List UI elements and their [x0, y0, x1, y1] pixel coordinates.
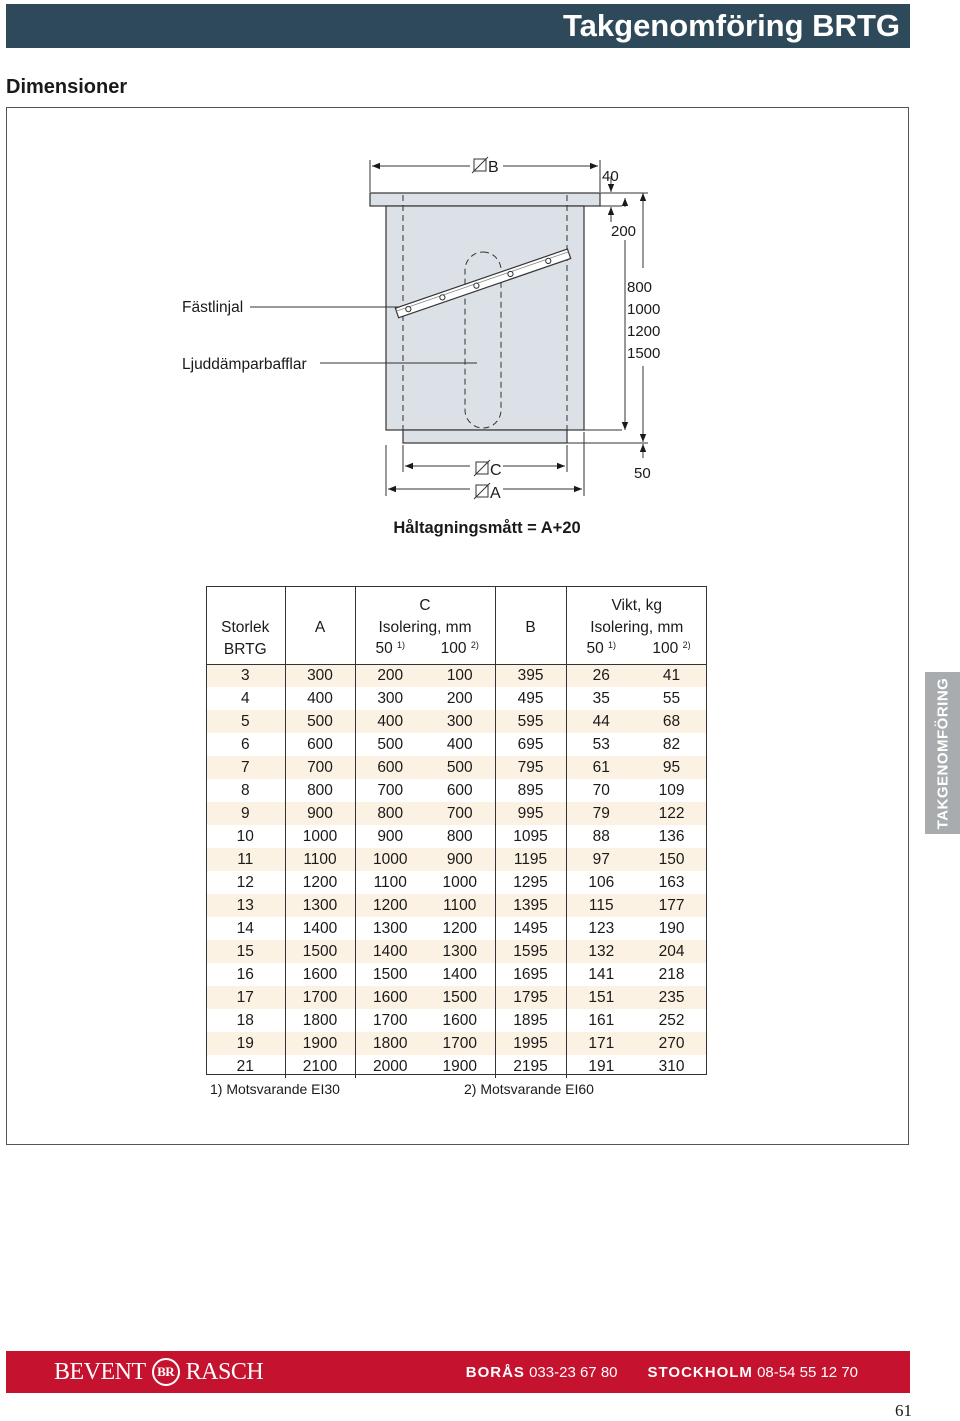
- dim-50: 50: [634, 465, 651, 482]
- table-cell: 151: [566, 986, 636, 1009]
- table-cell: 109: [636, 779, 707, 802]
- table-cell: 115: [566, 894, 636, 917]
- col-b-head: B: [495, 616, 566, 638]
- table-cell: 1700: [285, 986, 355, 1009]
- footnote-2: 2) Motsvarande EI60: [464, 1081, 594, 1097]
- table-cell: 1800: [355, 1032, 425, 1055]
- table-cell: 1800: [285, 1009, 355, 1032]
- table-cell: 1695: [495, 963, 566, 986]
- table-cell: 1095: [495, 825, 566, 848]
- table-cell: 11: [206, 848, 285, 871]
- table-cell: 82: [636, 733, 707, 756]
- table-row: [206, 917, 707, 940]
- col-storlek-head: Storlek: [221, 619, 270, 636]
- table-cell: 1600: [425, 1009, 495, 1032]
- table-cell: 123: [566, 917, 636, 940]
- contact-boras: BORÅS 033-23 67 80: [465, 1363, 618, 1381]
- table-cell: 235: [636, 986, 707, 1009]
- bottom-flange: [403, 430, 567, 443]
- footer-contacts: [466, 1364, 858, 1381]
- table-cell: 1400: [285, 917, 355, 940]
- page-title: Takgenomföring BRTG: [563, 8, 900, 43]
- table-cell: 395: [495, 664, 566, 687]
- table-cell: 106: [566, 871, 636, 894]
- table-cell: 400: [285, 687, 355, 710]
- table-cell: 1700: [355, 1009, 425, 1032]
- table-cell: 1600: [285, 963, 355, 986]
- table-cell: 310: [636, 1055, 707, 1078]
- table-row: [206, 871, 707, 894]
- table-cell: 700: [425, 802, 495, 825]
- table-cell: 1400: [425, 963, 495, 986]
- table-cell: 1895: [495, 1009, 566, 1032]
- table-header-divider: [206, 664, 707, 665]
- table-cell: 1200: [425, 917, 495, 940]
- table-row: [206, 1032, 707, 1055]
- table-cell: 1000: [285, 825, 355, 848]
- table-cell: 122: [636, 802, 707, 825]
- page-number: 61: [895, 1401, 912, 1420]
- dimensions-table: [206, 586, 707, 1078]
- table-cell: 3: [206, 664, 285, 687]
- table-row: [206, 664, 707, 687]
- side-tab: TAKGENOMFÖRING: [925, 672, 960, 834]
- table-cell: 218: [636, 963, 707, 986]
- table-cell: 79: [566, 802, 636, 825]
- dim-40: 40: [602, 168, 619, 185]
- table-row: [206, 756, 707, 779]
- table-cell: 7: [206, 756, 285, 779]
- table-cell: 1795: [495, 986, 566, 1009]
- table-cell: 1195: [495, 848, 566, 871]
- table-cell: 171: [566, 1032, 636, 1055]
- table-cell: 15: [206, 940, 285, 963]
- table-cell: 700: [285, 756, 355, 779]
- contact-stockholm: STOCKHOLM 08-54 55 12 70: [647, 1363, 858, 1381]
- col-c100-head: 100 $^{2)}$: [440, 640, 479, 657]
- label-b: B: [488, 159, 499, 176]
- table-cell: 1100: [355, 871, 425, 894]
- table-cell: 995: [495, 802, 566, 825]
- table-cell: 1300: [425, 940, 495, 963]
- table-row: [206, 848, 707, 871]
- table-cell: 1900: [425, 1055, 495, 1078]
- table-cell: 1000: [355, 848, 425, 871]
- table-row: [206, 940, 707, 963]
- table-cell: 8: [206, 779, 285, 802]
- table-row: [206, 779, 707, 802]
- top-flange: [370, 193, 600, 206]
- table-cell: 200: [355, 664, 425, 687]
- table-cell: 1300: [285, 894, 355, 917]
- table-cell: 300: [425, 710, 495, 733]
- table-cell: 600: [285, 733, 355, 756]
- table-cell: 900: [425, 848, 495, 871]
- table-cell: 1100: [425, 894, 495, 917]
- table-cell: 18: [206, 1009, 285, 1032]
- table-cell: 400: [355, 710, 425, 733]
- dim-height-1500: 1500: [627, 345, 661, 362]
- table-cell: 500: [285, 710, 355, 733]
- table-cell: 5: [206, 710, 285, 733]
- table-cell: 1300: [355, 917, 425, 940]
- table-row: [206, 733, 707, 756]
- table-cell: 19: [206, 1032, 285, 1055]
- table-row: [206, 710, 707, 733]
- table-cell: 161: [566, 1009, 636, 1032]
- table-cell: 1100: [285, 848, 355, 871]
- table-cell: 14: [206, 917, 285, 940]
- table-row: [206, 894, 707, 917]
- table-cell: 2195: [495, 1055, 566, 1078]
- table-cell: 200: [425, 687, 495, 710]
- duct-body: [386, 206, 584, 430]
- dimension-diagram: [0, 0, 960, 560]
- table-row: [206, 986, 707, 1009]
- table-cell: 500: [355, 733, 425, 756]
- table-cell: 2000: [355, 1055, 425, 1078]
- col-c50-head: 50 $^{1)}$: [355, 638, 425, 664]
- table-row: [206, 1009, 707, 1032]
- table-cell: 136: [636, 825, 707, 848]
- table-cell: 1700: [425, 1032, 495, 1055]
- dim-height-1200: 1200: [627, 323, 661, 340]
- dim-height-800: 800: [627, 279, 653, 296]
- table-cell: 800: [285, 779, 355, 802]
- table-cell: 177: [636, 894, 707, 917]
- table-cell: 4: [206, 687, 285, 710]
- table-cell: 795: [495, 756, 566, 779]
- table-cell: 700: [355, 779, 425, 802]
- section-title: Dimensioner: [6, 76, 128, 98]
- table-cell: 1295: [495, 871, 566, 894]
- table-cell: 800: [355, 802, 425, 825]
- diameter-icon: [472, 157, 488, 173]
- col-v100-head: 100 $^{2)}$: [652, 640, 691, 657]
- table-cell: 1500: [425, 986, 495, 1009]
- table-cell: 100: [425, 664, 495, 687]
- table-cell: 1900: [285, 1032, 355, 1055]
- table-cell: 141: [566, 963, 636, 986]
- col-c-head: C: [355, 586, 495, 616]
- table-cell: 400: [425, 733, 495, 756]
- table-cell: 16: [206, 963, 285, 986]
- table-cell: 55: [636, 687, 707, 710]
- table-cell: 270: [636, 1032, 707, 1055]
- table-cell: 1495: [495, 917, 566, 940]
- table-cell: 12: [206, 871, 285, 894]
- table-cell: 1200: [285, 871, 355, 894]
- table-cell: 1395: [495, 894, 566, 917]
- footer-bar: [6, 1351, 910, 1393]
- table-cell: 900: [285, 802, 355, 825]
- table-cell: 88: [566, 825, 636, 848]
- table-cell: 190: [636, 917, 707, 940]
- table-cell: 900: [355, 825, 425, 848]
- table-cell: 600: [355, 756, 425, 779]
- table-cell: 95: [636, 756, 707, 779]
- label-fastlinjal: Fästlinjal: [182, 299, 244, 316]
- table-row: [206, 687, 707, 710]
- opening-dimension: Håltagningsmått = A+20: [393, 519, 581, 537]
- table-cell: 252: [636, 1009, 707, 1032]
- company-logo: BEVENT BR RASCH: [54, 1358, 264, 1385]
- table-cell: 1600: [355, 986, 425, 1009]
- table-cell: 70: [566, 779, 636, 802]
- table-cell: 61: [566, 756, 636, 779]
- table-cell: 1595: [495, 940, 566, 963]
- table-cell: 204: [636, 940, 707, 963]
- table-row: [206, 963, 707, 986]
- table-cell: 35: [566, 687, 636, 710]
- table-cell: 895: [495, 779, 566, 802]
- table-cell: 9: [206, 802, 285, 825]
- table-cell: 10: [206, 825, 285, 848]
- table-row: [206, 1055, 707, 1078]
- logo-mark-icon: BR: [152, 1358, 180, 1386]
- label-ljuddampar: Ljuddämparbafflar: [182, 356, 307, 373]
- dim-height-1000: 1000: [627, 301, 661, 318]
- table-cell: 6: [206, 733, 285, 756]
- col-brtg-head: BRTG: [223, 641, 267, 658]
- table-cell: 132: [566, 940, 636, 963]
- table-cell: 2100: [285, 1055, 355, 1078]
- table-cell: 1400: [355, 940, 425, 963]
- table-cell: 1500: [355, 963, 425, 986]
- label-a: A: [490, 485, 501, 502]
- table-cell: 300: [285, 664, 355, 687]
- table-cell: 163: [636, 871, 707, 894]
- table-row: [206, 802, 707, 825]
- table-cell: 13: [206, 894, 285, 917]
- table-cell: 600: [425, 779, 495, 802]
- table-cell: 97: [566, 848, 636, 871]
- table-cell: 26: [566, 664, 636, 687]
- footnote-1: 1) Motsvarande EI30: [210, 1081, 340, 1097]
- table-cell: 21: [206, 1055, 285, 1078]
- dim-200: 200: [611, 223, 637, 240]
- table-cell: 500: [425, 756, 495, 779]
- table-cell: 150: [636, 848, 707, 871]
- col-v50-head: 50 $^{1)}$: [566, 638, 636, 664]
- diameter-c-icon: [474, 460, 490, 476]
- table-cell: 53: [566, 733, 636, 756]
- diameter-a-icon: [474, 483, 490, 499]
- table-cell: 17: [206, 986, 285, 1009]
- table-cell: 695: [495, 733, 566, 756]
- table-cell: 1500: [285, 940, 355, 963]
- table-cell: 41: [636, 664, 707, 687]
- table-cell: 191: [566, 1055, 636, 1078]
- col-weight-head: Vikt, kg: [566, 586, 707, 616]
- table-cell: 68: [636, 710, 707, 733]
- table-row: [206, 825, 707, 848]
- table-cell: 595: [495, 710, 566, 733]
- table-cell: 44: [566, 710, 636, 733]
- label-c: C: [490, 462, 502, 479]
- table-cell: 1000: [425, 871, 495, 894]
- col-weight-isolation: Isolering, mm: [566, 616, 707, 638]
- col-a-head: A: [285, 616, 355, 638]
- table-cell: 1995: [495, 1032, 566, 1055]
- table-cell: 1200: [355, 894, 425, 917]
- table-cell: 300: [355, 687, 425, 710]
- table-cell: 800: [425, 825, 495, 848]
- table-cell: 495: [495, 687, 566, 710]
- col-c-isolation: Isolering, mm: [355, 616, 495, 638]
